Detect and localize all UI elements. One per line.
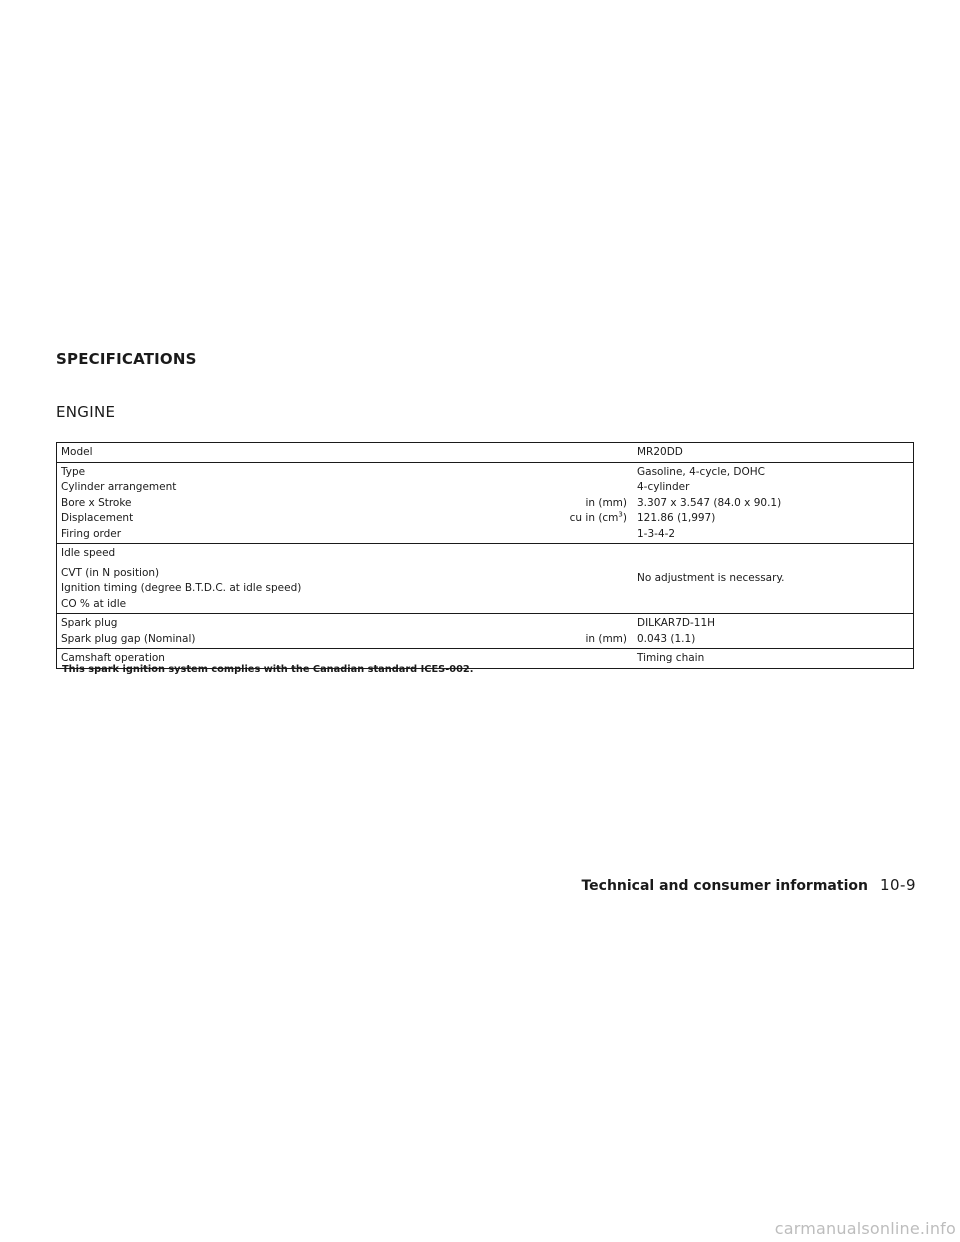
engine-heading: ENGINE <box>56 403 116 421</box>
type-label: Type <box>61 465 86 478</box>
spark-gap-value: 0.043 (1.1) <box>637 632 696 645</box>
bore-label: Bore x Stroke <box>61 496 132 509</box>
model-value: MR20DD <box>637 446 683 458</box>
spark-gap-unit: in (mm) <box>585 632 627 645</box>
spark-value: DILKAR7D-11H <box>637 617 716 629</box>
ignition-label: Ignition timing (degree B.T.D.C. at idle speed) <box>61 582 302 594</box>
camshaft-value: Timing chain <box>637 652 705 664</box>
table-row-spark <box>57 613 913 648</box>
bore-value: 3.307 x 3.547 (84.0 x 90.1) <box>637 496 782 509</box>
section-title: SPECIFICATIONS <box>56 350 197 368</box>
camshaft-label: Camshaft operation <box>61 652 165 664</box>
model-label: Model <box>61 446 93 458</box>
page-number: 10-9 <box>879 876 916 894</box>
engine-spec-table <box>56 442 914 669</box>
firing-label: Firing order <box>61 527 122 540</box>
table-row-model <box>57 443 913 462</box>
cylinder-value: 4-cylinder <box>637 481 690 493</box>
table-row-engine-basics <box>57 462 913 544</box>
table-row-idle <box>57 543 913 613</box>
co-label: CO % at idle <box>61 597 127 610</box>
page-footer <box>581 876 916 894</box>
bore-unit: in (mm) <box>585 496 627 509</box>
watermark: carmanualsonline.info <box>774 1219 956 1238</box>
type-value: Gasoline, 4-cycle, DOHC <box>637 465 765 478</box>
adjustment-value: No adjustment is necessary. <box>637 572 785 585</box>
footer-chapter-title: Technical and consumer information <box>581 878 868 894</box>
firing-value: 1-3-4-2 <box>637 527 676 540</box>
displacement-value: 121.86 (1,997) <box>637 512 716 524</box>
idle-label: Idle speed <box>61 547 116 559</box>
cvt-label: CVT (in N position) <box>61 566 160 579</box>
displacement-unit: cu in $(cm^3)$ <box>569 510 627 524</box>
displacement-label: Displacement <box>61 512 134 524</box>
spark-label: Spark plug <box>61 617 118 629</box>
table-footnote: This spark ignition system complies with the Canadian standard ICES-002. <box>62 664 474 675</box>
cylinder-label: Cylinder arrangement <box>61 481 177 493</box>
spark-gap-label: Spark plug gap (Nominal) <box>61 632 196 645</box>
